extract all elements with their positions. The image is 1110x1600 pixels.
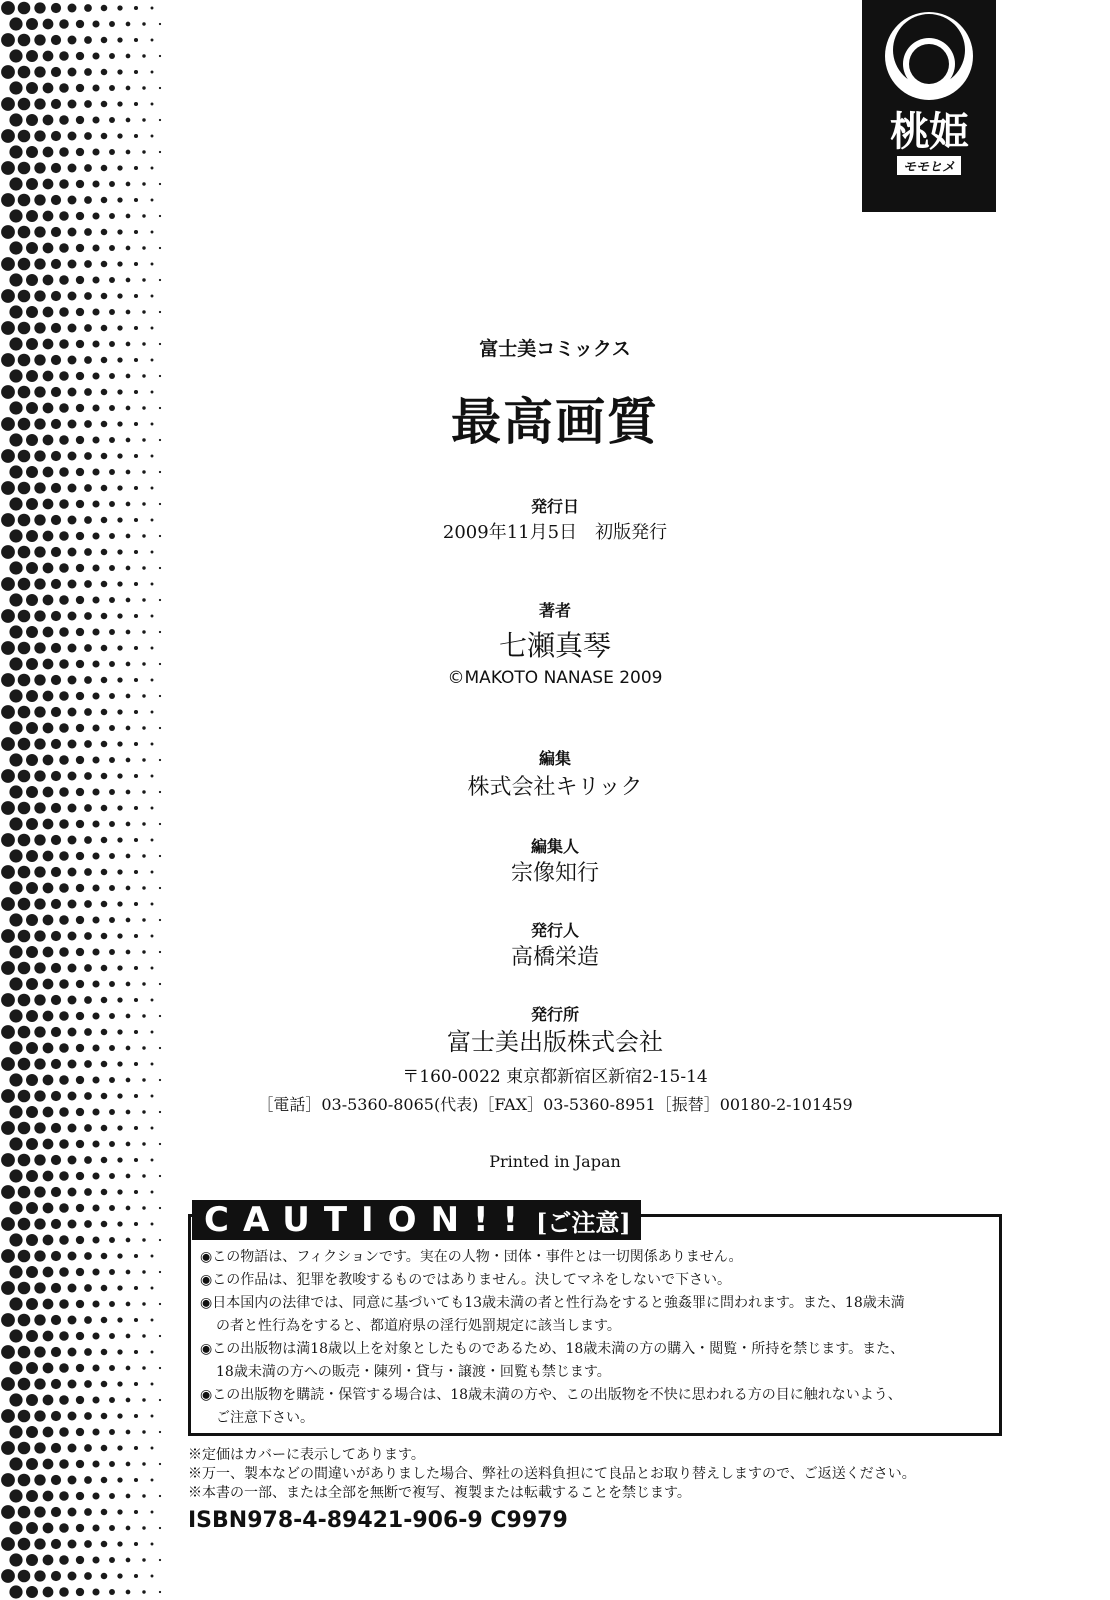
publisher-person-value: 高橋栄造 (510, 945, 599, 970)
series-name: 富士美コミックス (479, 338, 631, 360)
caution-item: ◉この出版物を購読・保管する場合は、18歳未満の方や、この出版物を不快に思われる方の目に触れないよう、 (200, 1387, 902, 1403)
notes (188, 1446, 916, 1503)
publisher-logo (862, 0, 996, 212)
editing-value: 株式会社キリック (467, 775, 643, 800)
publisher-contact: ［電話］03-5360-8065(代表)［FAX］03-5360-8951［振替］00180-2-101459 (257, 1095, 853, 1114)
note-item: ※本書の一部、または全部を無断で複写、複製または転載することを禁じます。 (188, 1485, 691, 1501)
caution-list (200, 1246, 996, 1430)
printed-in: Printed in Japan (489, 1152, 621, 1171)
isbn: ISBN978-4-89421-906-9 C9979 (188, 1508, 568, 1533)
caution-item: ご注意下さい。 (216, 1410, 314, 1426)
author-name: 七瀬真琴 (498, 629, 611, 662)
caution-item: 18歳未満の方への販売・陳列・貸与・譲渡・回覧も禁じます。 (216, 1364, 611, 1380)
caution-item: ◉日本国内の法律では、同意に基づいても13歳未満の者と性行為をすると強姦罪に問われます。また、18歳未満 (200, 1295, 905, 1311)
crescent-logo-icon (879, 8, 979, 108)
caution-item: ◉この物語は、フィクションです。実在の人物・団体・事件とは一切関係ありません。 (200, 1249, 743, 1265)
note-item: ※万一、製本などの間違いがありました場合、弊社の送料負担にて良品とお取り替えしますので、ご返送ください。 (188, 1466, 916, 1482)
logo-kanji: 桃姫 (890, 109, 968, 155)
caution-item: の者と性行為をすると、都道府県の淫行処罰規定に該当します。 (216, 1318, 621, 1334)
caution-title-jp: [ご注意] (536, 1207, 631, 1237)
publisher-label: 発行所 (530, 1005, 579, 1024)
publisher-name: 富士美出版株式会社 (447, 1028, 663, 1056)
publisher-address: 〒160-0022 東京都新宿区新宿2-15-14 (402, 1067, 708, 1087)
caution-title-en: CAUTION!! (204, 1200, 533, 1240)
publish-date-value: 2009年11月5日 初版発行 (442, 522, 668, 543)
caution-header (192, 1200, 641, 1240)
logo-kana: モモヒメ (897, 156, 961, 175)
caution-item: ◉この作品は、犯罪を教唆するものではありません。決してマネをしないで下さい。 (200, 1272, 732, 1288)
caution-item: ◉この出版物は満18歳以上を対象としたものであるため、18歳未満の方の購入・閲覧・所持を禁じます。また、 (200, 1341, 905, 1357)
editor-value: 宗像知行 (510, 861, 599, 886)
book-title: 最高画質 (451, 393, 659, 451)
editor-label: 編集人 (530, 837, 579, 856)
author-label: 著者 (538, 601, 571, 620)
publisher-person-label: 発行人 (530, 921, 579, 940)
editing-label: 編集 (538, 749, 571, 768)
note-item: ※定価はカバーに表示してあります。 (188, 1447, 425, 1463)
copyright: ©MAKOTO NANASE 2009 (447, 668, 663, 688)
publish-date-label: 発行日 (530, 497, 579, 516)
